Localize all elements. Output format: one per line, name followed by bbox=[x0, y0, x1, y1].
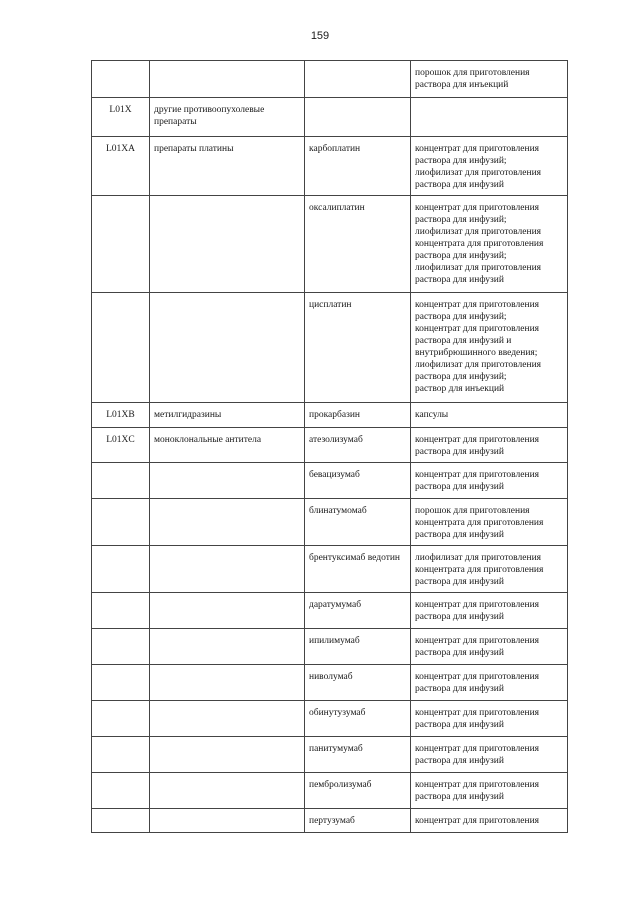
group-name-cell: другие противоопухолевые препараты bbox=[150, 98, 305, 137]
drug-name-cell: даратумумаб bbox=[305, 593, 411, 629]
dosage-form-cell: концентрат для приготовления раствора для инфузий; лиофилизат для приготовления раствора для инфузий bbox=[411, 137, 568, 196]
atc-code-cell: L01XA bbox=[92, 137, 150, 196]
group-name-cell bbox=[150, 546, 305, 593]
drug-name-cell: обинутузумаб bbox=[305, 701, 411, 737]
group-name-cell bbox=[150, 61, 305, 98]
atc-code-cell bbox=[92, 499, 150, 546]
group-name-cell: препараты платины bbox=[150, 137, 305, 196]
group-name-cell bbox=[150, 593, 305, 629]
group-name-cell bbox=[150, 665, 305, 701]
drug-name-cell: карбоплатин bbox=[305, 137, 411, 196]
atc-code-cell bbox=[92, 809, 150, 833]
drug-table bbox=[91, 60, 568, 833]
dosage-form-cell: концентрат для приготовления раствора для инфузий bbox=[411, 737, 568, 773]
atc-code-cell bbox=[92, 61, 150, 98]
group-name-cell bbox=[150, 809, 305, 833]
drug-name-cell: ниволумаб bbox=[305, 665, 411, 701]
table-row bbox=[92, 593, 568, 629]
table-row bbox=[92, 196, 568, 293]
atc-code-cell bbox=[92, 665, 150, 701]
table-row bbox=[92, 137, 568, 196]
group-name-cell bbox=[150, 773, 305, 809]
dosage-form-cell: концентрат для приготовления bbox=[411, 809, 568, 833]
drug-name-cell: пембролизумаб bbox=[305, 773, 411, 809]
drug-name-cell bbox=[305, 98, 411, 137]
atc-code-cell bbox=[92, 593, 150, 629]
drug-name-cell: атезолизумаб bbox=[305, 428, 411, 463]
group-name-cell bbox=[150, 463, 305, 499]
drug-name-cell: блинатумомаб bbox=[305, 499, 411, 546]
atc-code-cell: L01XB bbox=[92, 403, 150, 428]
group-name-cell bbox=[150, 499, 305, 546]
drug-name-cell: ипилимумаб bbox=[305, 629, 411, 665]
atc-code-cell bbox=[92, 629, 150, 665]
group-name-cell bbox=[150, 737, 305, 773]
table-row bbox=[92, 463, 568, 499]
drug-name-cell: оксалиплатин bbox=[305, 196, 411, 293]
dosage-form-cell: концентрат для приготовления раствора для инфузий bbox=[411, 428, 568, 463]
dosage-form-cell: концентрат для приготовления раствора для инфузий; лиофилизат для приготовления концентрата для приготовления раствора для инфузий; лиофилизат для приготовления раствора для инфузий bbox=[411, 196, 568, 293]
dosage-form-cell: концентрат для приготовления раствора для инфузий bbox=[411, 665, 568, 701]
dosage-form-cell bbox=[411, 98, 568, 137]
dosage-form-cell: концентрат для приготовления раствора для инфузий bbox=[411, 629, 568, 665]
table-row bbox=[92, 61, 568, 98]
drug-name-cell bbox=[305, 61, 411, 98]
drug-name-cell: брентуксимаб ведотин bbox=[305, 546, 411, 593]
dosage-form-cell: концентрат для приготовления раствора для инфузий; концентрат для приготовления раствора для инфузий и внутрибрюшинного введения; лиофилизат для приготовления раствора для инфузий; раствор для инъекций bbox=[411, 293, 568, 403]
atc-code-cell bbox=[92, 293, 150, 403]
atc-code-cell: L01XC bbox=[92, 428, 150, 463]
group-name-cell: моноклональные антитела bbox=[150, 428, 305, 463]
table-row bbox=[92, 428, 568, 463]
dosage-form-cell: капсулы bbox=[411, 403, 568, 428]
atc-code-cell bbox=[92, 463, 150, 499]
group-name-cell bbox=[150, 196, 305, 293]
drug-name-cell: бевацизумаб bbox=[305, 463, 411, 499]
drug-name-cell: пертузумаб bbox=[305, 809, 411, 833]
drug-name-cell: прокарбазин bbox=[305, 403, 411, 428]
table-row bbox=[92, 403, 568, 428]
table-row bbox=[92, 629, 568, 665]
dosage-form-cell: концентрат для приготовления раствора для инфузий bbox=[411, 701, 568, 737]
group-name-cell bbox=[150, 701, 305, 737]
group-name-cell bbox=[150, 293, 305, 403]
table-row bbox=[92, 98, 568, 137]
dosage-form-cell: лиофилизат для приготовления концентрата для приготовления раствора для инфузий bbox=[411, 546, 568, 593]
table-row bbox=[92, 665, 568, 701]
table-row bbox=[92, 499, 568, 546]
atc-code-cell bbox=[92, 773, 150, 809]
dosage-form-cell: порошок для приготовления концентрата для приготовления раствора для инфузий bbox=[411, 499, 568, 546]
dosage-form-cell: концентрат для приготовления раствора для инфузий bbox=[411, 773, 568, 809]
atc-code-cell bbox=[92, 701, 150, 737]
atc-code-cell: L01X bbox=[92, 98, 150, 137]
dosage-form-cell: концентрат для приготовления раствора для инфузий bbox=[411, 593, 568, 629]
table-row bbox=[92, 293, 568, 403]
table-row bbox=[92, 809, 568, 833]
table-row bbox=[92, 701, 568, 737]
drug-name-cell: панитумумаб bbox=[305, 737, 411, 773]
dosage-form-cell: порошок для приготовления раствора для инъекций bbox=[411, 61, 568, 98]
atc-code-cell bbox=[92, 196, 150, 293]
table-row bbox=[92, 737, 568, 773]
table-row bbox=[92, 546, 568, 593]
drug-name-cell: цисплатин bbox=[305, 293, 411, 403]
dosage-form-cell: концентрат для приготовления раствора для инфузий bbox=[411, 463, 568, 499]
page-number: 159 bbox=[310, 30, 330, 42]
group-name-cell: метилгидразины bbox=[150, 403, 305, 428]
table-row bbox=[92, 773, 568, 809]
atc-code-cell bbox=[92, 737, 150, 773]
atc-code-cell bbox=[92, 546, 150, 593]
group-name-cell bbox=[150, 629, 305, 665]
